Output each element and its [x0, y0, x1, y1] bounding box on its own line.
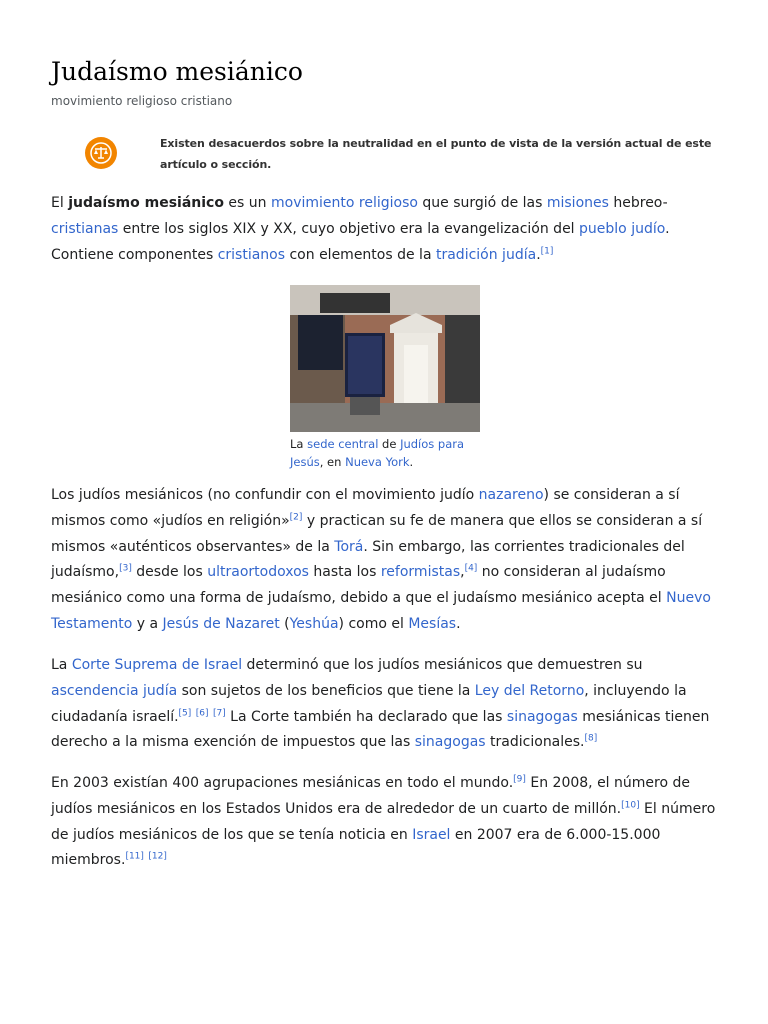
notice-text: Existen desacuerdos sobre la neutralidad en el punto de vista de la versión actual de este artículo o sección.	[160, 137, 712, 171]
ref-4[interactable]: [4]	[464, 563, 478, 574]
bold-term: judaísmo mesiánico	[68, 195, 224, 211]
ref-9[interactable]: [9]	[513, 774, 526, 785]
ref-12[interactable]: [12]	[148, 851, 167, 862]
paragraph-2: Los judíos mesiánicos (no confundir con el movimiento judío nazareno) se consideran a sí mismos como «judíos en religión»[2] y practican su fe de manera que ellos se consideran a sí mismos «auténticos observantes» de la Torá. Sin embargo, las corrientes tradicionales del judaísmo,[3] desde los ultraortodoxos hasta los reformistas,[4] no consideran al judaísmo mesiánico como una forma de judaísmo, debido a que el judaísmo mesiánico acepta el Nuevo Testamento y a Jesús de Nazaret (Yeshúa) como el Mesías.	[51, 487, 711, 632]
figure-caption: La sede central de Judíos para Jesús, en Nueva York.	[290, 437, 465, 469]
link-movimiento-religioso[interactable]: movimiento religioso	[271, 195, 418, 211]
page-subtitle: movimiento religioso cristiano	[51, 94, 233, 108]
link-ascendencia-judia[interactable]: ascendencia judía	[51, 682, 178, 699]
page-title: Judaísmo mesiánico	[51, 57, 303, 86]
link-nueva-york[interactable]: Nueva York	[345, 455, 410, 469]
paragraph-3: La Corte Suprema de Israel determinó que los judíos mesiánicos que demuestren su ascendencia judía son sujetos de los beneficios que tiene la Ley del Retorno, incluyendo la ciudadanía israelí.[5] [6] [7] La Corte también ha declarado que las sinagogas mesiánicas tienen derecho a la misma exención de impuestos que las sinagogas tradicionales.[8]	[51, 657, 710, 751]
link-yeshua[interactable]: Yeshúa	[289, 615, 339, 632]
link-jesus-de-nazaret[interactable]: Jesús de Nazaret	[162, 615, 280, 632]
balance-scale-icon	[85, 137, 117, 169]
link-sinagogas[interactable]: sinagogas	[506, 708, 578, 725]
figure	[290, 285, 480, 471]
ref-3[interactable]: [3]	[119, 563, 132, 574]
link-cristianas[interactable]: cristianas	[51, 220, 119, 237]
ref-2[interactable]: [2]	[289, 512, 303, 523]
link-mesias[interactable]: Mesías	[408, 615, 457, 632]
link-tora[interactable]: Torá	[334, 538, 364, 555]
ref-7[interactable]: [7]	[212, 707, 226, 718]
link-ultraortodoxos[interactable]: ultraortodoxos	[207, 564, 309, 581]
neutrality-notice	[51, 130, 717, 176]
paragraph-4: En 2003 existían 400 agrupaciones mesiánicas en todo el mundo.[9] En 2008, el número de judíos mesiánicos en los Estados Unidos era de alrededor de un cuarto de millón.[10] El número de judíos mesiánicos de los que se tenía noticia en Israel en 2007 era de 6.000-15.000 miembros.[11] [12]	[51, 774, 716, 869]
ref-5[interactable]: [5]	[178, 707, 192, 718]
ref-10[interactable]: [10]	[621, 800, 640, 811]
link-corte-suprema[interactable]: Corte Suprema de Israel	[71, 657, 243, 673]
ref-8[interactable]: [8]	[584, 733, 598, 744]
link-sinagogas-2[interactable]: sinagogas	[414, 734, 486, 751]
ref-11[interactable]: [11]	[125, 851, 144, 862]
ref-1[interactable]: [1]	[540, 245, 554, 256]
link-ley-del-retorno[interactable]: Ley del Retorno	[474, 682, 585, 699]
link-nazareno[interactable]: nazareno	[478, 487, 544, 503]
link-reformistas[interactable]: reformistas	[380, 564, 461, 581]
link-cristianos[interactable]: cristianos	[217, 246, 286, 263]
building-photo[interactable]	[290, 285, 480, 432]
link-nuevo-testamento[interactable]: Nuevo Testamento	[51, 590, 711, 632]
link-sede-central[interactable]: sede central	[307, 437, 379, 451]
ref-6[interactable]: [6]	[195, 707, 209, 718]
link-tradicion-judia[interactable]: tradición judía	[435, 246, 537, 263]
link-judios-para-jesus[interactable]: Judíos para Jesús	[290, 437, 465, 469]
link-israel[interactable]: Israel	[412, 826, 451, 843]
paragraph-intro: El judaísmo mesiánico es un movimiento religioso que surgió de las misiones hebreo-cristianas entre los siglos XIX y XX, cuyo objetivo era la evangelización del pueblo judío. Contiene componentes cristianos con elementos de la tradición judía.[1]	[51, 195, 670, 263]
link-pueblo-judio[interactable]: pueblo judío	[579, 220, 666, 237]
link-misiones[interactable]: misiones	[546, 195, 609, 211]
